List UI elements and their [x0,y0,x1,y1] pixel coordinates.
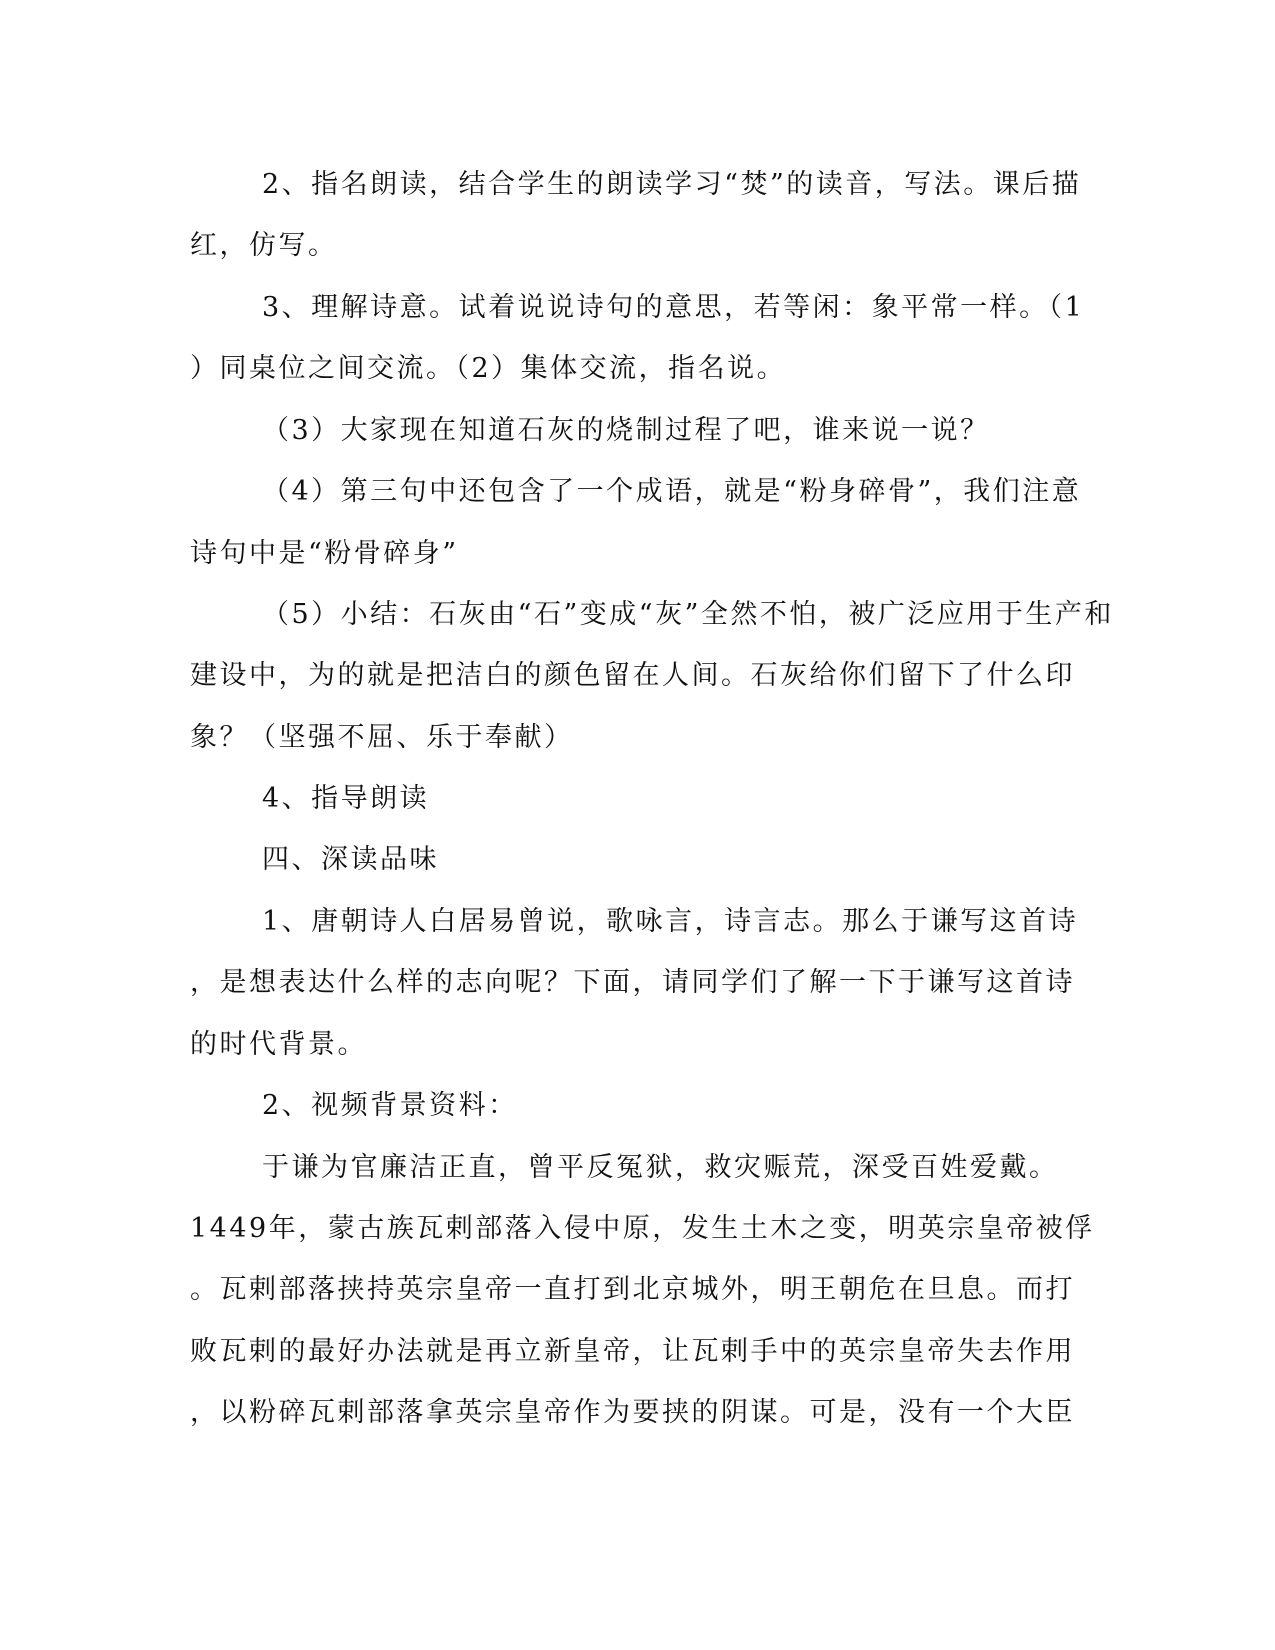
text-line: 4、指导朗读 [262,783,430,814]
section-heading: 四、深读品味 [262,844,439,875]
text-line: ，以粉碎瓦剌部落拿英宗皇帝作为要挟的阴谋。可是，没有一个大臣 [190,1397,1075,1428]
text-line: 红，仿写。 [190,230,338,261]
text-line: 1449年，蒙古族瓦剌部落入侵中原，发生土木之变，明英宗皇帝被俘 [190,1213,1095,1244]
text-line: 建设中，为的就是把洁白的颜色留在人间。石灰给你们留下了什么印 [190,660,1075,691]
text-line: 2、指名朗读，结合学生的朗读学习“焚”的读音，写法。课后描 [262,169,1082,200]
text-line: 2、视频背景资料： [262,1090,518,1121]
text-line: （4）第三句中还包含了一个成语，就是“粉身碎骨”，我们注意 [262,476,1082,507]
text-line: 败瓦剌的最好办法就是再立新皇帝，让瓦剌手中的英宗皇帝失去作用 [190,1336,1075,1367]
text-line: ）同桌位之间交流。（2）集体交流，指名说。 [190,353,787,384]
text-line: 。瓦剌部落挟持英宗皇帝一直打到北京城外，明王朝危在旦息。而打 [190,1274,1075,1305]
text-line: （3）大家现在知道石灰的烧制过程了吧，谁来说一说？ [262,415,990,446]
text-line: 1、唐朝诗人白居易曾说，歌咏言，诗言志。那么于谦写这首诗 [262,906,1079,937]
text-line: 诗句中是“粉骨碎身” [190,538,459,569]
text-line: 3、理解诗意。试着说说诗句的意思，若等闲：象平常一样。（1 [262,292,1085,323]
text-line: 的时代背景。 [190,1029,367,1060]
text-line: 于谦为官廉洁正直，曾平反冤狱，救灾赈荒，深受百姓爱戴。 [262,1152,1059,1183]
text-line: 象？（坚强不屈、乐于奉献） [190,722,574,753]
text-line: ，是想表达什么样的志向呢？下面，请同学们了解一下于谦写这首诗 [190,967,1075,998]
text-line: （5）小结：石灰由“石”变成“灰”全然不怕，被广泛应用于生产和 [262,599,1114,630]
